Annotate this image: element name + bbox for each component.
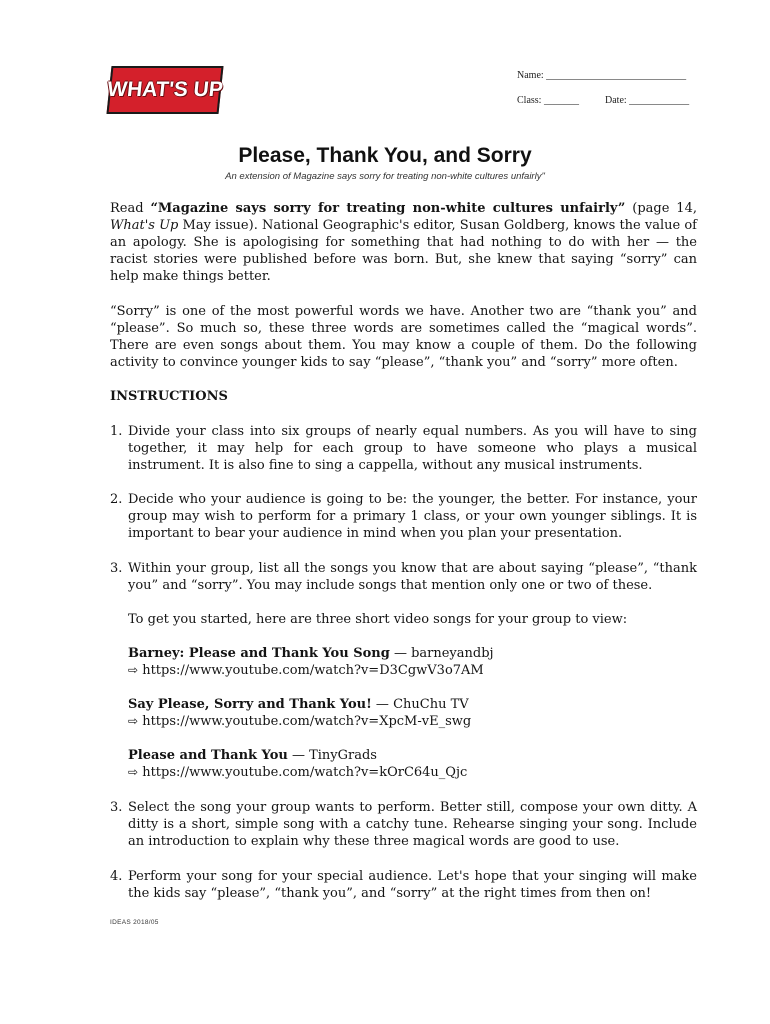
page-ref: (page 14, bbox=[625, 201, 697, 216]
video-channel: barneyandbj bbox=[411, 646, 494, 661]
instructions-heading: INSTRUCTIONS bbox=[110, 389, 228, 404]
instruction-item-5 bbox=[110, 868, 697, 902]
video-dash: — bbox=[389, 646, 412, 661]
class-label: Class: bbox=[517, 95, 542, 106]
logo-text: WHAT'S UP bbox=[106, 78, 224, 101]
video-url[interactable]: https://www.youtube.com/watch?v=D3CgwV3o7AM bbox=[142, 663, 484, 678]
date-blank: ____________ bbox=[629, 95, 690, 106]
item-text: Within your group, list all the songs you know that are about saying “please”, “thank you” and “sorry”. You may include songs that mention only one or two of these. bbox=[128, 561, 697, 593]
video-dash: — bbox=[371, 697, 394, 712]
video-url[interactable]: https://www.youtube.com/watch?v=kOrC64u_Qjc bbox=[142, 765, 468, 780]
read-word: Read bbox=[110, 201, 151, 216]
item-text: Perform your song for your special audience. Let's hope that your singing will make the kids say “please”, “thank you”, and “sorry” at the right times from then on! bbox=[128, 869, 697, 901]
instruction-item-4 bbox=[110, 799, 697, 850]
video-dash: — bbox=[287, 748, 310, 763]
instruction-item-1 bbox=[110, 423, 697, 474]
date-field bbox=[605, 95, 689, 106]
footer-code: IDEAS 2018/05 bbox=[110, 919, 159, 926]
class-field bbox=[517, 95, 579, 106]
whats-up-logo bbox=[106, 66, 223, 114]
video-channel: ChuChu TV bbox=[393, 697, 469, 712]
video-title: Please and Thank You bbox=[128, 748, 288, 763]
date-label: Date: bbox=[605, 95, 627, 106]
magazine-name: What's Up bbox=[110, 218, 179, 233]
article-title: “Magazine says sorry for treating non-white cultures unfairly” bbox=[150, 201, 626, 216]
video-channel: TinyGrads bbox=[309, 748, 377, 763]
arrow-right-icon: ⇨ bbox=[128, 714, 139, 728]
item-number: 2. bbox=[110, 492, 123, 507]
video-url[interactable]: https://www.youtube.com/watch?v=XpcM-vE_swg bbox=[142, 714, 472, 729]
video-item-3 bbox=[128, 747, 697, 781]
name-field bbox=[517, 70, 686, 81]
video-item-2 bbox=[128, 696, 697, 730]
video-title: Barney: Please and Thank You Song bbox=[128, 646, 390, 661]
class-blank: _______ bbox=[543, 95, 579, 106]
intro-rest: May issue). National Geographic's editor, Susan Goldberg, knows the value of an apology. She is apologising for something that had nothing to do with her — the racist stories were published before was born. But, she knew that saying “sorry” can help make things better. bbox=[110, 218, 697, 284]
item-text: Divide your class into six groups of nearly equal numbers. As you will have to sing together, it may help for each group to have someone who plays a musical instrument. It is also fine to sing a cappella, without any musical instruments. bbox=[128, 424, 697, 473]
item-number: 1. bbox=[110, 424, 123, 439]
video-title: Say Please, Sorry and Thank You! bbox=[128, 697, 372, 712]
page-subtitle: An extension of Magazine says sorry for treating non-white cultures unfairly" bbox=[225, 171, 545, 182]
intro-paragraph-1 bbox=[110, 200, 697, 285]
name-label: Name: bbox=[517, 70, 544, 81]
videos-intro: To get you started, here are three short video songs for your group to view: bbox=[128, 612, 628, 627]
name-blank: ____________________________ bbox=[546, 70, 687, 81]
item-number: 3. bbox=[110, 561, 123, 576]
arrow-right-icon: ⇨ bbox=[128, 663, 139, 677]
instruction-item-2 bbox=[110, 491, 697, 542]
page-title: Please, Thank You, and Sorry bbox=[238, 144, 532, 167]
item-number: 4. bbox=[110, 869, 123, 884]
arrow-right-icon: ⇨ bbox=[128, 765, 139, 779]
item-text: Decide who your audience is going to be: the younger, the better. For instance, your group may wish to perform for a primary 1 class, or your own younger siblings. It is important to bear your audience in mind when you plan your presentation. bbox=[128, 492, 697, 541]
video-item-1 bbox=[128, 645, 697, 679]
item-text: Select the song your group wants to perform. Better still, compose your own ditty. A ditty is a short, simple song with a catchy tune. Rehearse singing your song. Include an introduction to explain why these three magical words are good to use. bbox=[128, 800, 697, 849]
instruction-item-3 bbox=[110, 560, 697, 594]
item-number: 3. bbox=[110, 800, 123, 815]
intro-paragraph-2: “Sorry” is one of the most powerful words we have. Another two are “thank you” and “please”. So much so, these three words are sometimes called the “magical words”. There are even songs about them. You may know a couple of them. Do the following activity to convince younger kids to say “please”, “thank you” and “sorry” more often. bbox=[110, 304, 697, 370]
